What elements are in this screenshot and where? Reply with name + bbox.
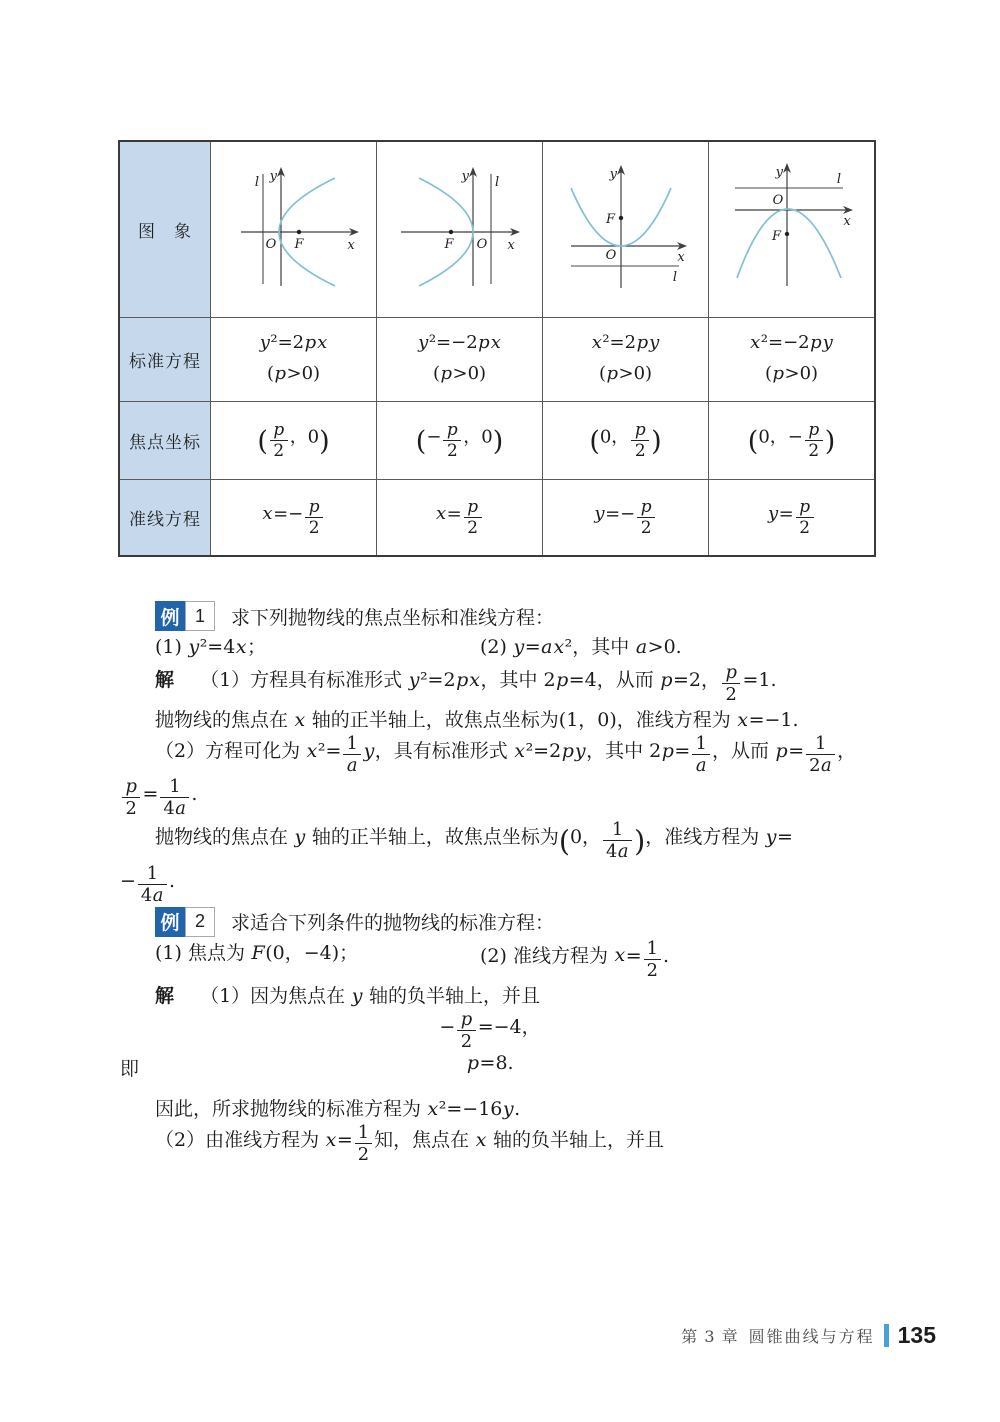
- equation-cell: [543, 317, 709, 401]
- page-footer: [681, 1322, 936, 1349]
- example-2-items: [120, 938, 890, 981]
- example-badge-icon: 例: [155, 601, 185, 631]
- page-body: [120, 600, 890, 1165]
- example-1-solution-line-5: 抛物线的焦点在 y 轴的正半轴上，故焦点坐标为(0， $\frac{1}{4a}$ )，准线方程为 y=: [155, 819, 793, 863]
- equation-condition: (p>0): [764, 363, 819, 384]
- equation-cell: [377, 317, 543, 401]
- directrix-cell: x= $\frac{p}{2}$: [377, 479, 543, 556]
- example-2-item-2: (2) 准线方程为 x= $\frac{1}{2}$ .: [480, 937, 670, 981]
- example-2-item2-line: （2）由准线方程为 x= $\frac{1}{2}$ 知，焦点在 x 轴的负半轴上，并且: [155, 1121, 664, 1165]
- directrix-label: l: [836, 172, 841, 188]
- y-axis-label: y: [269, 169, 277, 185]
- parabola-graph-up: [551, 154, 701, 304]
- example-2-equation-2: p=8.: [466, 1051, 514, 1074]
- standard-equation: x²=−2py: [750, 332, 833, 354]
- example-2-conclusion: 因此，所求抛物线的标准方程为 x²=−16y.: [155, 1097, 521, 1120]
- example-1-solution-line-6: − $\frac{1}{4a}$ .: [120, 862, 175, 906]
- parabola-graph-down: [717, 154, 867, 304]
- origin-label: O: [772, 193, 783, 209]
- origin-label: O: [265, 237, 276, 253]
- example-1-item-1: (1) y²=4x；: [155, 636, 267, 658]
- solution-label: 解: [155, 985, 175, 1007]
- directrix-cell: x=− $\frac{p}{2}$: [211, 479, 377, 556]
- graph-cell-opens-left: [377, 141, 543, 317]
- footer-section-title: 圆锥曲线与方程: [748, 1327, 875, 1346]
- example-1-title: 求下列抛物线的焦点坐标和准线方程：: [231, 606, 555, 629]
- standard-equation: y²=−2px: [418, 332, 501, 354]
- equation-condition: (p>0): [598, 363, 653, 384]
- table-row-directrix: [119, 479, 875, 556]
- equation-condition: (p>0): [432, 363, 487, 384]
- example-1-header: [120, 600, 890, 632]
- focus-label: F: [293, 237, 304, 253]
- example-2-header: [120, 906, 890, 938]
- x-axis-label: x: [346, 238, 355, 254]
- graph-cell-opens-right: [211, 141, 377, 317]
- equation-cell: [709, 317, 876, 401]
- example-1-solution-line-4: $\frac{p}{2}$ = $\frac{1}{4a}$ .: [120, 776, 890, 819]
- row-header-directrix: 准线方程: [119, 479, 211, 556]
- origin-label: O: [476, 237, 487, 253]
- example-badge-icon: 例: [155, 907, 185, 937]
- focus-label: F: [605, 212, 615, 228]
- solution-text: （1）方程具有标准形式 y²=2px，其中 2p=4，从而 p=2， $\frac{p}{2}$ =1.: [200, 662, 777, 706]
- standard-equation: y²=2px: [259, 332, 328, 354]
- focus-cell: (0， $\frac{p}{2}$ ): [543, 401, 709, 479]
- example-badge: [155, 601, 215, 631]
- equation-cell: [211, 317, 377, 401]
- directrix-cell: y= $\frac{p}{2}$: [709, 479, 876, 556]
- example-1-items: [120, 632, 890, 662]
- example-1-item-2: (2) y=ax²，其中 a>0.: [480, 636, 682, 658]
- row-header-focus: 焦点坐标: [119, 401, 211, 479]
- example-badge: [155, 907, 215, 937]
- example-number: 2: [185, 907, 215, 937]
- example-number: 1: [185, 601, 215, 631]
- solution-text: （1）因为焦点在 y 轴的负半轴上，并且: [200, 984, 540, 1007]
- example-2-item-1: (1) 焦点为 F(0，−4)；: [155, 941, 359, 964]
- example-2-solution-line-1: [120, 981, 890, 1009]
- example-1-solution-line-1: [120, 662, 890, 705]
- table-row-focus: [119, 401, 875, 479]
- parabola-graph-left: [385, 154, 535, 304]
- x-axis-label: x: [676, 250, 685, 266]
- x-axis-label: x: [842, 214, 851, 230]
- parabola-properties-table: [118, 140, 876, 557]
- y-axis-label: y: [461, 169, 469, 185]
- equation-connector: 即: [120, 1057, 140, 1080]
- standard-equation: x²=2py: [591, 332, 660, 354]
- focus-cell: (− $\frac{p}{2}$ ，0): [377, 401, 543, 479]
- table-row-standard-equation: [119, 317, 875, 401]
- example-1-solution-line-2: 抛物线的焦点在 x 轴的正半轴上，故焦点坐标为(1，0)，准线方程为 x=−1.: [155, 709, 799, 732]
- solution-label: 解: [155, 669, 175, 691]
- directrix-label: l: [672, 270, 677, 286]
- focus-cell: ( $\frac{p}{2}$ ，0): [211, 401, 377, 479]
- graph-cell-opens-up: [543, 141, 709, 317]
- graph-cell-opens-down: [709, 141, 876, 317]
- y-axis-label: y: [609, 167, 617, 183]
- parabola-graph-right: [219, 154, 369, 304]
- focus-label: F: [443, 237, 454, 253]
- example-1-solution-line-3: （2）方程可化为 x²= $\frac{1}{a}$ y，具有标准形式 x²=2py，其中 2p= $\frac{1}{a}$ ，从而 p= $\frac{1}{2a}$ ，: [155, 733, 857, 777]
- example-2-title: 求适合下列条件的抛物线的标准方程：: [231, 912, 555, 935]
- directrix-label: l: [494, 175, 499, 191]
- example-2-equation-2-row: [120, 1052, 860, 1094]
- example-2-equation-1: − $\frac{p}{2}$ =−4，: [439, 1008, 541, 1052]
- row-header-standard-equation: 标准方程: [119, 317, 211, 401]
- page-number: 135: [897, 1322, 936, 1348]
- x-axis-label: x: [506, 238, 515, 254]
- directrix-cell: y=− $\frac{p}{2}$: [543, 479, 709, 556]
- directrix-label: l: [254, 175, 259, 191]
- y-axis-label: y: [775, 165, 783, 181]
- footer-chapter: 第 3 章: [681, 1327, 739, 1346]
- focus-cell: (0，− $\frac{p}{2}$ ): [709, 401, 876, 479]
- focus-label: F: [771, 229, 781, 245]
- origin-label: O: [605, 248, 616, 264]
- row-header-graph: 图 象: [119, 141, 211, 317]
- footer-divider-bar: [884, 1324, 889, 1347]
- equation-condition: (p>0): [266, 363, 321, 384]
- table-row-graphs: [119, 141, 875, 317]
